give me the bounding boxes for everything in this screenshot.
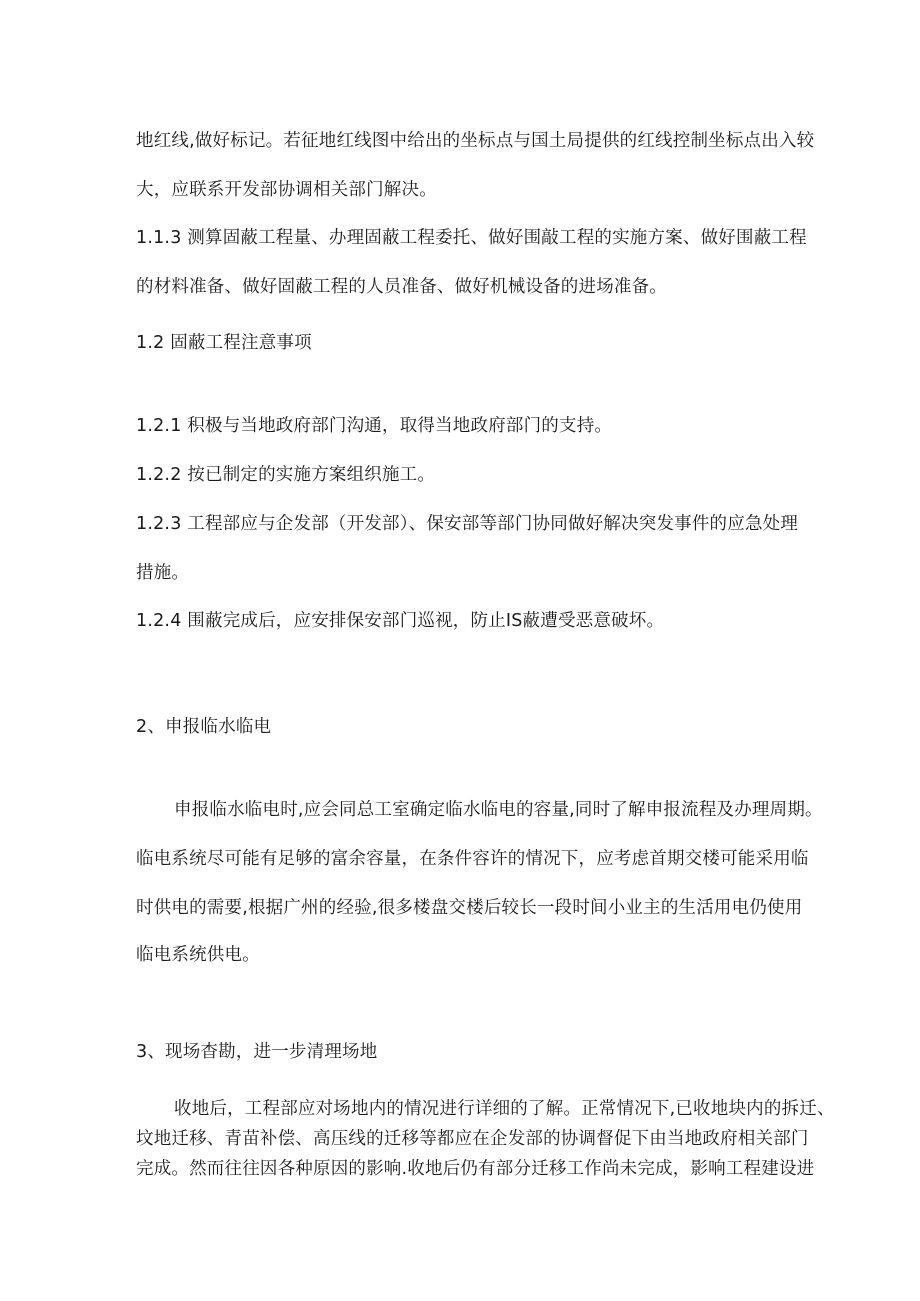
section-2-paragraph-line: 临电系统尽可能有足够的富余容量，在条件容许的情况下，应考虑首期交楼可能采用临 — [136, 849, 809, 869]
section-3-paragraph-line: 收地后，工程部应对场地内的情况进行详细的了解。正常情况下,已收地块内的拆迁、 — [174, 1099, 835, 1119]
section-1-2-3-line: 1.2.3 工程部应与企发部（开发部）、保安部等部门协同做好解决突发事件的应急处理 — [136, 514, 799, 534]
section-1-1-3-line: 1.1.3 测算固蔽工程量、办理固蔽工程委托、做好围敲工程的实施方案、做好围蔽工程 — [136, 228, 807, 248]
section-2-paragraph-line: 时供电的需要,根据广州的经验,很多楼盘交楼后较长一段时间小业主的生活用电仍使用 — [136, 898, 803, 918]
section-2-heading: 2、申报临水临电 — [136, 717, 272, 737]
paragraph-line: 大，应联系开发部协调相关部门解决。 — [136, 180, 437, 200]
section-1-2-4: 1.2.4 围蔽完成后，应安排保安部门巡视，防止IS蔽遭受恶意破坏。 — [136, 611, 665, 631]
paragraph-line: 地红线,做好标记。若征地红线图中给出的坐标点与国土局提供的红线控制坐标点出入较 — [136, 131, 815, 151]
section-3-heading: 3、现场杳勘，进一步清理场地 — [136, 1042, 378, 1062]
section-3-paragraph-line: 坟地迁移、青苗补偿、高压线的迁移等都应在企发部的协调督促下由当地政府相关部门 — [136, 1129, 809, 1149]
section-2-paragraph-line: 申报临水临电时,应会同总工室确定临水临电的容量,同时了解申报流程及办理周期。 — [174, 800, 823, 820]
section-2-paragraph-line: 临电系统供电。 — [136, 945, 260, 965]
section-3-paragraph-line: 完成。然而往往因各种原因的影响.收地后仍有部分迁移工作尚未完成，影响工程建设进 — [136, 1159, 815, 1179]
section-1-2-heading: 1.2 固蔽工程注意事项 — [136, 333, 312, 353]
section-1-2-3-line: 措施。 — [136, 563, 190, 583]
section-1-1-3-line: 的材料准备、做好固蔽工程的人员准备、做好机械设备的进场准备。 — [136, 277, 667, 297]
section-1-2-2: 1.2.2 按已制定的实施方案组织施工。 — [136, 465, 436, 485]
section-1-2-1: 1.2.1 积极与当地政府部门沟通，取得当地政府部门的支持。 — [136, 416, 613, 436]
